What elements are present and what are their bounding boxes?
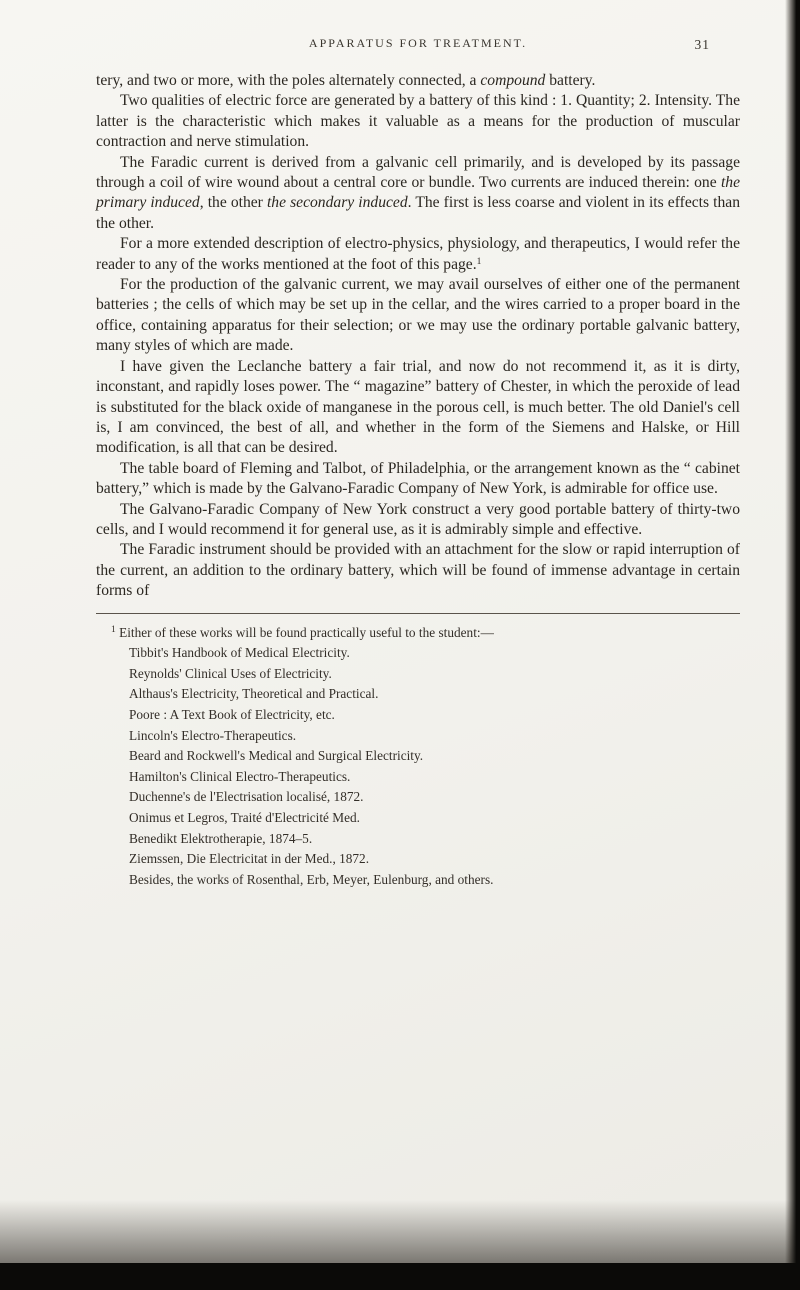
- footnote-reference-marker: 1: [476, 256, 482, 267]
- paragraph-1-text-b: battery.: [545, 72, 596, 89]
- footnote-intro: [96, 623, 740, 644]
- paragraph-9: The Faradic instrument should be provided with an attachment for the slow or rapid interruption of the current, an addition to the ordinary battery, which will be found of immense advantage in certain forms of: [96, 541, 740, 600]
- paragraph-1: [96, 71, 740, 91]
- body-text: [96, 71, 740, 602]
- scan-edge-bottom: [0, 1263, 800, 1290]
- footnote-item-5: Lincoln's Electro-Therapeutics.: [129, 727, 297, 743]
- paragraph-4: [96, 234, 740, 275]
- paragraph-2: Two qualities of electric force are generated by a battery of this kind : 1. Quantity; 2. Intensity. The latter is the characteristic which makes it valuable as a means for the production of muscular contraction and nerve stimulation.: [96, 92, 740, 151]
- paragraph-4-text: For a more extended description of electro-physics, physiology, and therapeutics, I would refer the reader to any of the works mentioned at the foot of this page.: [96, 235, 740, 273]
- running-head-title: APPARATUS FOR TREATMENT.: [308, 36, 528, 50]
- page-content: [96, 36, 740, 890]
- scan-shadow-bottom: [0, 1200, 800, 1264]
- paragraph-3: [96, 153, 740, 235]
- paragraph-3-text-a: The Faradic current is derived from a galvanic cell primarily, and is developed by its passage through a coil of wire wound about a central core or bundle. Two currents are induced therein: one: [96, 153, 740, 192]
- paragraph-3-italic-a: the primary induced: [96, 174, 740, 212]
- paragraph-5: For the production of the galvanic current, we may avail ourselves of either one of the permanent batteries ; the cells of which may be set up in the cellar, and the wires carried to a proper board in the office, containing apparatus for their selection; or we may use the ordinary portable galvanic battery, many styles of which are made.: [96, 276, 740, 355]
- footnote-item-2: Reynolds' Clinical Uses of Electricity.: [129, 665, 332, 681]
- paragraph-8: The Galvano-Faradic Company of New York construct a very good portable battery of thirty-two cells, and I would recommend it for general use, as it is admirably simple and effective.: [96, 500, 740, 538]
- footnote-item-3: Althaus's Electricity, Theoretical and Practical.: [129, 686, 379, 702]
- paragraph-3-italic-b: the secondary induced: [266, 194, 408, 212]
- paragraph-1-italic: compound: [480, 72, 546, 89]
- paragraph-6: I have given the Leclanche battery a fair trial, and now do not recommend it, as it is dirty, inconstant, and rapidly loses power. The “ magazine” battery of Chester, in which the peroxide of lead is substituted for the black oxide of manganese in the porous cell, is much better. The old Daniel's cell is, I am convinced, the best of all, and whether in the form of the Siemens and Halske, or Hill modification, is all that can be desired.: [96, 357, 740, 457]
- page-header: [96, 36, 740, 54]
- footnote-item-8: Duchenne's de l'Electrisation localisé, 1872.: [129, 789, 364, 805]
- footnote-marker: 1: [111, 624, 116, 635]
- footnote-item-9: Onimus et Legros, Traité d'Electricité Med.: [129, 809, 360, 825]
- footnote-item-11: Ziemssen, Die Electricitat in der Med., 1872.: [129, 851, 370, 867]
- paragraph-3-text-c: . The first is less coarse and violent in its effects than the other.: [96, 194, 740, 232]
- paragraph-3-text-b: , the other: [199, 194, 267, 212]
- footnote-item-6: Beard and Rockwell's Medical and Surgical Electricity.: [129, 748, 424, 764]
- page-number: 31: [694, 37, 710, 52]
- footnote-item-4: Poore : A Text Book of Electricity, etc.: [129, 706, 335, 722]
- paragraph-1-text-a: tery, and two or more, with the poles alternately connected, a: [96, 72, 481, 89]
- footnote: [96, 623, 740, 891]
- footnote-item-1: Tibbit's Handbook of Medical Electricity.: [129, 645, 350, 661]
- footnote-item-10: Benedikt Elektrotherapie, 1874–5.: [129, 830, 313, 846]
- footnote-rule: [96, 613, 740, 614]
- footnote-item-12: Besides, the works of Rosenthal, Erb, Meyer, Eulenburg, and others.: [129, 871, 494, 887]
- scan-edge-right: [785, 0, 800, 1290]
- footnote-intro-text: Either of these works will be found practically useful to the student:—: [115, 624, 494, 640]
- footnote-item-7: Hamilton's Clinical Electro-Therapeutics.: [129, 768, 351, 784]
- paragraph-7: The table board of Fleming and Talbot, of Philadelphia, or the arrangement known as the “ cabinet battery,” which is made by the Galvano-Faradic Company of New York, is admirable for office use.: [96, 459, 740, 498]
